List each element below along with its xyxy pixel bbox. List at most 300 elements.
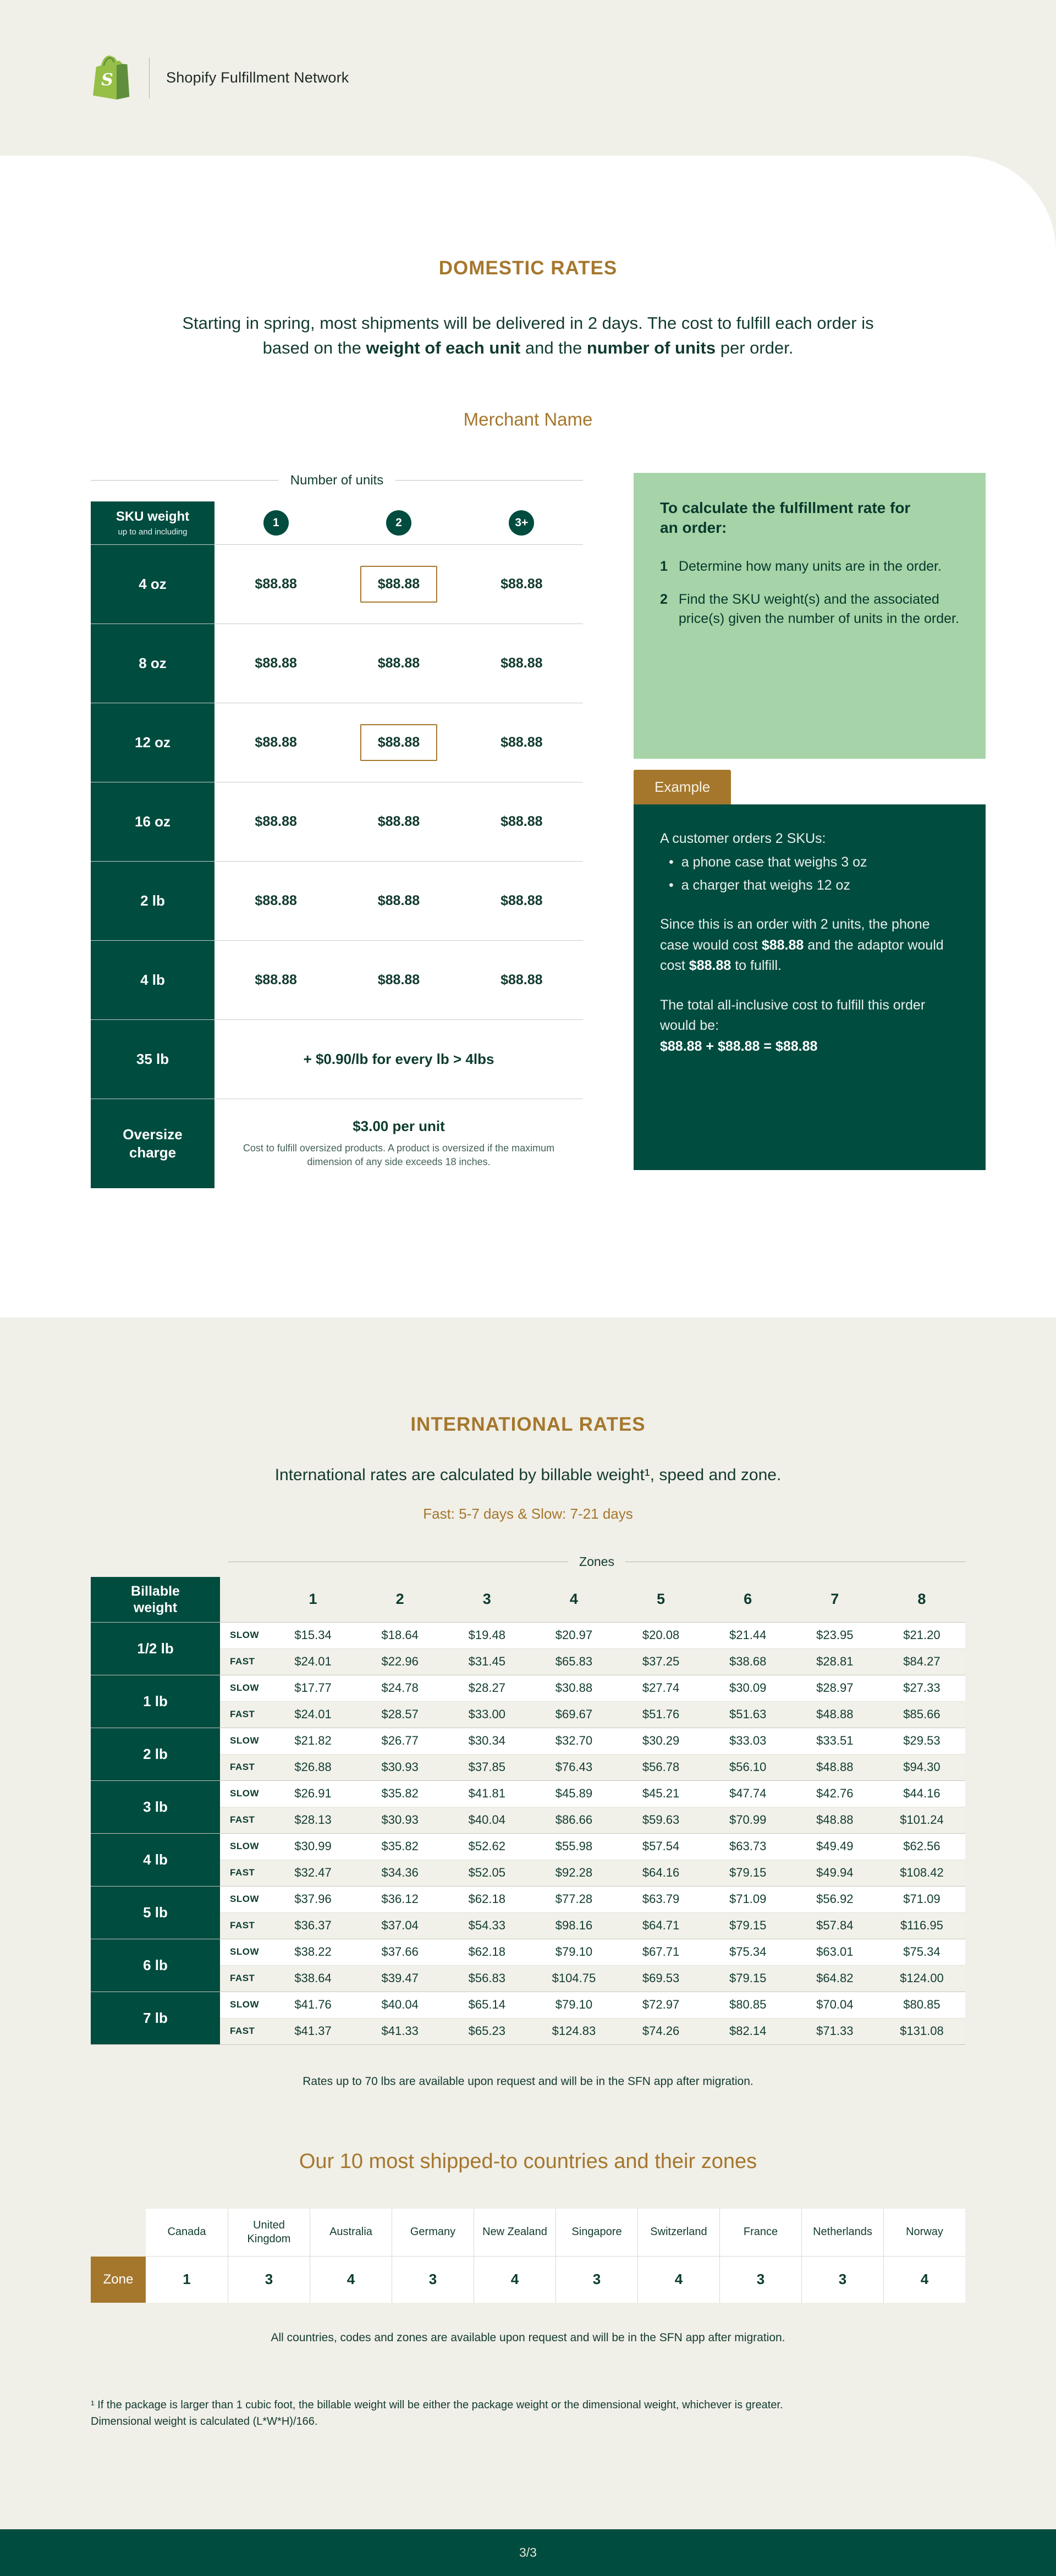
- intl-weight-group: [91, 1992, 965, 2044]
- intl-rate-cell: $38.68: [729, 1654, 767, 1669]
- countries-table: [91, 2209, 965, 2303]
- intl-rate-cell: $98.16: [555, 1918, 593, 1933]
- speed-label: SLOW: [230, 1999, 259, 2010]
- example-text: to fulfill.: [731, 958, 782, 974]
- intl-rate-cell: $63.79: [642, 1892, 680, 1906]
- intl-rate-cell: $22.96: [381, 1654, 419, 1669]
- intl-rate-cell: $35.82: [381, 1786, 419, 1801]
- footnote-line: ¹ If the package is larger than 1 cubic foot, the billable weight will be either the package weight or the dimensional weight, whichever is greater.: [91, 2398, 783, 2411]
- country-name: Canada: [146, 2209, 228, 2257]
- zone-column-header: 6: [744, 1591, 752, 1608]
- intl-rate-cell: $31.45: [468, 1654, 505, 1669]
- zones-caption: [228, 1554, 965, 1569]
- intl-rate-cell: $70.99: [729, 1813, 767, 1827]
- example-intro: A customer orders 2 SKUs:: [660, 830, 826, 846]
- example-text: Since this is an order with 2 units, the phone case would cost: [660, 917, 930, 953]
- sku-rate-row: [91, 624, 583, 703]
- intl-rate-cell: $21.82: [294, 1734, 332, 1748]
- intl-rate-cell: $41.33: [381, 2024, 419, 2038]
- intl-rate-cell: $63.01: [816, 1945, 854, 1959]
- rate-value: $88.88: [377, 972, 420, 988]
- country-name: France: [719, 2209, 801, 2257]
- intl-rate-cell: $56.10: [729, 1760, 767, 1774]
- header: [0, 0, 1056, 156]
- intl-rate-row: [220, 1965, 965, 1992]
- intl-rate-cell: $79.10: [555, 1945, 593, 1959]
- intl-weight-group: [91, 1728, 965, 1780]
- howto-panel: [634, 473, 986, 759]
- intl-rate-cell: $64.82: [816, 1971, 854, 1985]
- rate-cell: [337, 782, 460, 861]
- rate-cell: [460, 941, 583, 1019]
- intl-rate-cell: $45.21: [642, 1786, 680, 1801]
- billable-weight-label: 7 lb: [91, 1992, 220, 2044]
- billable-weight-header: Billable weight: [91, 1577, 220, 1622]
- rate-value: $88.88: [501, 576, 543, 592]
- domestic-rates-title: DOMESTIC RATES: [438, 257, 618, 279]
- intl-rate-cell: $27.33: [903, 1681, 941, 1695]
- caption-line: [395, 480, 583, 481]
- intl-rate-cell: $62.18: [468, 1945, 505, 1959]
- intl-rate-cell: $75.34: [729, 1945, 767, 1959]
- intl-rate-row: [220, 1728, 965, 1754]
- sku-rate-row: [91, 861, 583, 940]
- sku-rate-row: [91, 940, 583, 1019]
- header-divider: [149, 58, 150, 98]
- zone-column-header: 5: [657, 1591, 666, 1608]
- rate-cell: [337, 941, 460, 1019]
- step-text: Find the SKU weight(s) and the associated price(s) given the number of units in the order.: [678, 592, 959, 626]
- speed-label: SLOW: [230, 1630, 259, 1641]
- intl-weight-group: [91, 1780, 965, 1833]
- country-name: Germany: [392, 2209, 474, 2257]
- speed-label: FAST: [230, 2026, 255, 2037]
- intl-rate-cell: $30.99: [294, 1839, 332, 1854]
- international-subtitle: International rates are calculated by billable weight¹, speed and zone.: [274, 1465, 782, 1484]
- intl-rate-cell: $36.12: [381, 1892, 419, 1906]
- intl-rate-cell: $51.63: [729, 1707, 767, 1722]
- rate-value: $88.88: [501, 892, 543, 908]
- intl-rate-cell: $65.14: [468, 1998, 505, 2012]
- intro-bold-weight: weight of each unit: [366, 338, 521, 357]
- international-rates-title: INTERNATIONAL RATES: [410, 1413, 646, 1435]
- speed-label: FAST: [230, 1867, 255, 1878]
- rate-cell: [337, 703, 460, 782]
- intl-rate-cell: $77.28: [555, 1892, 593, 1906]
- intl-rate-row: [220, 2018, 965, 2044]
- speed-label: FAST: [230, 1709, 255, 1720]
- domestic-rate-rows: [91, 544, 583, 1019]
- oversize-note: Cost to fulfill oversized products. A product is oversized if the maximum dimension of any side exceeds 18 inches.: [243, 1143, 555, 1168]
- sku-weight-header: [91, 501, 215, 544]
- international-section: [0, 1317, 1056, 2529]
- intro-text: per order.: [716, 338, 794, 357]
- intl-rate-row: [220, 1992, 965, 2018]
- intl-rate-cell: $19.48: [468, 1628, 505, 1642]
- rate-cell: [215, 545, 337, 624]
- caption-line: [91, 480, 278, 481]
- merchant-name: Merchant Name: [463, 409, 593, 429]
- intl-rate-cell: $49.49: [816, 1839, 854, 1854]
- rate-cell: [460, 624, 583, 703]
- step-number: 1: [660, 558, 668, 574]
- intl-rate-cell: $85.66: [903, 1707, 941, 1722]
- speed-label: SLOW: [230, 1735, 259, 1746]
- billable-weight-label: 6 lb: [91, 1939, 220, 1992]
- intl-rate-cell: $56.92: [816, 1892, 854, 1906]
- intl-rate-cell: $124.83: [552, 2024, 596, 2038]
- intl-rate-cell: $70.04: [816, 1998, 854, 2012]
- intl-rate-cell: $42.76: [816, 1786, 854, 1801]
- speed-column-spacer: [220, 1577, 270, 1622]
- intl-rate-cell: $71.09: [903, 1892, 941, 1906]
- intl-rate-cell: $30.09: [729, 1681, 767, 1695]
- sku-rate-row: [91, 782, 583, 861]
- intl-weight-group: [91, 1939, 965, 1992]
- sku-weight-subtitle: up to and including: [118, 527, 188, 537]
- zone-column-header: 2: [395, 1591, 404, 1608]
- intl-rate-cell: $37.66: [381, 1945, 419, 1959]
- intl-rate-cell: $131.08: [900, 2024, 944, 2038]
- intl-rate-cell: $32.47: [294, 1866, 332, 1880]
- intl-rate-cell: $101.24: [900, 1813, 944, 1827]
- rate-value: $88.88: [377, 892, 420, 908]
- country-name: United Kingdom: [228, 2209, 310, 2257]
- intl-rate-cell: $26.77: [381, 1734, 419, 1748]
- sku-rate-row: [91, 703, 583, 782]
- country-zone: 1: [146, 2257, 228, 2303]
- intl-rate-row: [220, 1807, 965, 1833]
- intl-rate-cell: $45.89: [555, 1786, 593, 1801]
- intl-rate-cell: $41.81: [468, 1786, 505, 1801]
- country-zone: 3: [392, 2257, 474, 2303]
- intl-rate-cell: $80.85: [729, 1998, 767, 2012]
- surcharge-text: + $0.90/lb for every lb > 4lbs: [303, 1050, 494, 1067]
- speed-label: SLOW: [230, 1894, 259, 1905]
- intl-rate-cell: $41.76: [294, 1998, 332, 2012]
- intl-rate-cell: $29.53: [903, 1734, 941, 1748]
- intl-rate-cell: $62.18: [468, 1892, 505, 1906]
- domestic-table-header: [91, 501, 583, 544]
- country-name: Netherlands: [801, 2209, 883, 2257]
- rate-cell: [215, 782, 337, 861]
- intl-rate-cell: $33.00: [468, 1707, 505, 1722]
- unit-column-header: [215, 501, 337, 544]
- rate-value: $88.88: [255, 734, 297, 750]
- intl-rate-row: [220, 1648, 965, 1675]
- country-zone: 3: [556, 2257, 637, 2303]
- countries-note: All countries, codes and zones are available upon request and will be in the SFN app after migration.: [271, 2331, 785, 2344]
- intl-rate-cell: $23.95: [816, 1628, 854, 1642]
- intl-rate-cell: $38.22: [294, 1945, 332, 1959]
- intl-rate-cell: $37.96: [294, 1892, 332, 1906]
- billable-weight-label: 5 lb: [91, 1887, 220, 1939]
- intl-rate-cell: $40.04: [468, 1813, 505, 1827]
- intl-weight-group: [91, 1675, 965, 1728]
- rate-value: $88.88: [255, 655, 297, 671]
- intl-rate-row: [220, 1834, 965, 1860]
- intl-rate-cell: $65.23: [468, 2024, 505, 2038]
- speed-label: FAST: [230, 1656, 255, 1667]
- international-table-body: [91, 1622, 965, 2045]
- sku-weight-label: 2 lb: [91, 862, 215, 940]
- rate-value: $88.88: [255, 576, 297, 592]
- speed-label: SLOW: [230, 1841, 259, 1852]
- intl-rate-cell: $52.62: [468, 1839, 505, 1854]
- intl-rate-cell: $32.70: [555, 1734, 593, 1748]
- step-number: 2: [660, 592, 668, 608]
- intl-rate-cell: $28.27: [468, 1681, 505, 1695]
- intl-rate-cell: $82.14: [729, 2024, 767, 2038]
- domestic-layout: [0, 473, 1056, 1188]
- speed-label: SLOW: [230, 1788, 259, 1799]
- speed-note: Fast: 5-7 days & Slow: 7-21 days: [423, 1505, 633, 1522]
- intl-rate-cell: $65.83: [555, 1654, 593, 1669]
- rate-value: $88.88: [501, 813, 543, 829]
- zone-column-header: 3: [482, 1591, 491, 1608]
- speed-label: FAST: [230, 1920, 255, 1931]
- rate-cell: [337, 624, 460, 703]
- intl-rate-cell: $124.00: [900, 1971, 944, 1985]
- example-bullet: • a charger that weighs 12 oz: [669, 875, 959, 896]
- speed-label: FAST: [230, 1762, 255, 1773]
- intl-rate-cell: $49.94: [816, 1866, 854, 1880]
- rate-value: $88.88: [501, 655, 543, 671]
- intl-rate-row: [220, 1623, 965, 1648]
- country-zone: 4: [637, 2257, 719, 2303]
- sku-weight-label: 4 oz: [91, 545, 215, 624]
- intl-rate-cell: $80.85: [903, 1998, 941, 2012]
- intl-rate-row: [220, 1781, 965, 1807]
- rate-cell: [460, 545, 583, 624]
- intl-rate-cell: $79.15: [729, 1918, 767, 1933]
- rate-cell: [215, 624, 337, 703]
- intl-rate-cell: $28.97: [816, 1681, 854, 1695]
- intro-text: and the: [520, 338, 587, 357]
- intl-rate-cell: $34.36: [381, 1866, 419, 1880]
- intl-rate-cell: $24.78: [381, 1681, 419, 1695]
- rate-cell: [215, 862, 337, 940]
- rate-value: $88.88: [255, 972, 297, 988]
- intl-rate-row: [220, 1754, 965, 1780]
- zone-column-header: 7: [831, 1591, 839, 1608]
- intl-rate-cell: $20.97: [555, 1628, 593, 1642]
- intl-rate-cell: $30.34: [468, 1734, 505, 1748]
- example-price: $88.88: [689, 958, 732, 974]
- intl-rate-cell: $35.82: [381, 1839, 419, 1854]
- intl-rate-cell: $79.15: [729, 1866, 767, 1880]
- intl-rate-cell: $116.95: [900, 1918, 943, 1933]
- example-panel: [634, 804, 986, 1170]
- howto-steps: [660, 557, 959, 628]
- intl-rate-cell: $57.54: [642, 1839, 680, 1854]
- speed-label: SLOW: [230, 1683, 259, 1694]
- country-name: Australia: [310, 2209, 392, 2257]
- sku-weight-label: 35 lb: [91, 1020, 215, 1099]
- intl-rate-cell: $56.78: [642, 1760, 680, 1774]
- sku-weight-label: 16 oz: [91, 782, 215, 861]
- shopify-logo-icon: [91, 54, 133, 102]
- intl-rate-cell: $71.33: [816, 2024, 854, 2038]
- intl-rate-cell: $28.81: [816, 1654, 854, 1669]
- oversize-row: [91, 1099, 583, 1188]
- unit-column-header: [337, 501, 460, 544]
- intl-rate-row: [220, 1887, 965, 1912]
- rate-value: $88.88: [377, 655, 420, 671]
- sku-weight-title: SKU weight: [116, 509, 190, 524]
- intl-rate-cell: $39.47: [381, 1971, 419, 1985]
- unit-count-badge: 2: [386, 510, 411, 536]
- sku-weight-label: 8 oz: [91, 624, 215, 703]
- intl-rate-cell: $79.10: [555, 1998, 593, 2012]
- international-rates-table: [91, 1554, 965, 2045]
- country-zone: 4: [310, 2257, 392, 2303]
- country-name: Singapore: [556, 2209, 637, 2257]
- domestic-intro: [165, 311, 891, 361]
- international-note: Rates up to 70 lbs are available upon request and will be in the SFN app after migration.: [302, 2075, 754, 2088]
- footnote-line: Dimensional weight is calculated (L*W*H)/166.: [91, 2415, 318, 2428]
- brand: [91, 54, 349, 102]
- intl-rate-cell: $108.42: [900, 1866, 944, 1880]
- rate-value: $88.88: [501, 972, 543, 988]
- footer: [0, 2529, 1056, 2576]
- intl-rate-cell: $71.09: [729, 1892, 767, 1906]
- rate-value: $88.88: [501, 734, 543, 750]
- intl-rate-cell: $38.64: [294, 1971, 332, 1985]
- intl-rate-cell: $51.76: [642, 1707, 680, 1722]
- intl-weight-group: [91, 1622, 965, 1675]
- intl-rate-row: [220, 1912, 965, 1939]
- intl-rate-row: [220, 1860, 965, 1886]
- rate-cell: [460, 782, 583, 861]
- intl-rate-cell: $64.16: [642, 1866, 680, 1880]
- intl-rate-row: [220, 1675, 965, 1701]
- intl-rate-cell: $84.27: [903, 1654, 941, 1669]
- countries-zone-row: [91, 2257, 965, 2303]
- billable-weight-label: 3 lb: [91, 1781, 220, 1833]
- unit-columns: [215, 501, 583, 544]
- example-paragraph: [660, 914, 959, 977]
- example-total-paragraph: [660, 995, 959, 1057]
- oversize-price: $3.00 per unit: [353, 1118, 445, 1135]
- unit-count-badge: 3+: [509, 510, 534, 536]
- intl-rate-cell: $69.53: [642, 1971, 680, 1985]
- rate-value-highlighted: $88.88: [360, 724, 437, 761]
- intl-rate-cell: $20.08: [642, 1628, 680, 1642]
- zone-column-header: 4: [569, 1591, 578, 1608]
- intl-rate-cell: $30.29: [642, 1734, 680, 1748]
- example-bullet: • a phone case that weighs 3 oz: [669, 852, 959, 873]
- rate-value: $88.88: [255, 892, 297, 908]
- sku-weight-label: 12 oz: [91, 703, 215, 782]
- intl-rate-cell: $24.01: [294, 1707, 332, 1722]
- oversize-label: Oversize charge: [91, 1099, 215, 1188]
- zones-label: Zones: [579, 1554, 614, 1569]
- oversize-content: [215, 1099, 583, 1188]
- intl-rate-cell: $79.15: [729, 1971, 767, 1985]
- step-text: Determine how many units are in the order.: [678, 558, 942, 574]
- howto-step: [660, 590, 959, 628]
- intl-rate-cell: $41.37: [294, 2024, 332, 2038]
- intl-rate-cell: $36.37: [294, 1918, 332, 1933]
- rate-value: $88.88: [377, 813, 420, 829]
- rate-cell: [337, 545, 460, 624]
- country-zone: 3: [719, 2257, 801, 2303]
- sku-weight-label: 4 lb: [91, 941, 215, 1019]
- intl-weight-group: [91, 1833, 965, 1886]
- intl-rate-cell: $24.01: [294, 1654, 332, 1669]
- intl-rate-cell: $69.67: [555, 1707, 593, 1722]
- rate-cell: [215, 703, 337, 782]
- intl-rate-cell: $37.25: [642, 1654, 680, 1669]
- intl-rate-cell: $104.75: [552, 1971, 596, 1985]
- unit-count-badge: 1: [263, 510, 289, 536]
- brand-name: Shopify Fulfillment Network: [166, 69, 349, 86]
- speed-label: SLOW: [230, 1946, 259, 1957]
- side-panel: [634, 473, 986, 1188]
- countries-heading: Our 10 most shipped-to countries and their zones: [299, 2149, 757, 2173]
- svg-text:S: S: [101, 70, 113, 90]
- intl-rate-cell: $37.04: [381, 1918, 419, 1933]
- countries-corner-cell: [91, 2209, 146, 2257]
- country-zone: 3: [228, 2257, 310, 2303]
- example-text: The total all-inclusive cost to fulfill this order would be:: [660, 997, 926, 1034]
- zone-column-header: 1: [309, 1591, 317, 1608]
- intl-rate-cell: $94.30: [903, 1760, 941, 1774]
- intl-rate-cell: $74.26: [642, 2024, 680, 2038]
- intl-rate-cell: $21.20: [903, 1628, 941, 1642]
- intro-text: Starting in spring, most shipments will be delivered in 2 days. The cost to fulfill each order is based on the: [182, 313, 874, 357]
- intl-rate-cell: $48.88: [816, 1707, 854, 1722]
- footnote: [91, 2397, 965, 2430]
- page-number: 3/3: [519, 2545, 537, 2560]
- rate-value-highlighted: $88.88: [360, 566, 437, 603]
- zone-row-label: Zone: [91, 2257, 146, 2303]
- rate-cell: [337, 862, 460, 940]
- intl-rate-row: [220, 1701, 965, 1728]
- intl-rate-cell: $57.84: [816, 1918, 854, 1933]
- intl-rate-cell: $40.04: [381, 1998, 419, 2012]
- sku-rate-row: [91, 544, 583, 624]
- intl-rate-cell: $48.88: [816, 1760, 854, 1774]
- intl-rate-cell: $76.43: [555, 1760, 593, 1774]
- country-name: Switzerland: [637, 2209, 719, 2257]
- unit-column-header: [460, 501, 583, 544]
- billable-weight-label: 1 lb: [91, 1675, 220, 1728]
- intl-rate-row: [220, 1939, 965, 1965]
- intro-bold-units: number of units: [586, 338, 716, 357]
- domestic-card: [0, 156, 1056, 1317]
- billable-weight-label: 1/2 lb: [91, 1623, 220, 1675]
- country-name: New Zealand: [474, 2209, 556, 2257]
- example-bullets: [660, 852, 959, 896]
- intl-rate-cell: $59.63: [642, 1813, 680, 1827]
- intl-rate-cell: $33.51: [816, 1734, 854, 1748]
- speed-label: FAST: [230, 1973, 255, 1984]
- intl-rate-cell: $18.64: [381, 1628, 419, 1642]
- countries-header-row: [91, 2209, 965, 2257]
- intl-rate-cell: $26.91: [294, 1786, 332, 1801]
- rate-cell: [215, 941, 337, 1019]
- intl-rate-cell: $15.34: [294, 1628, 332, 1642]
- intl-rate-cell: $33.03: [729, 1734, 767, 1748]
- intl-rate-cell: $75.34: [903, 1945, 941, 1959]
- rate-value: $88.88: [255, 813, 297, 829]
- speed-label: FAST: [230, 1814, 255, 1825]
- country-zone: 3: [801, 2257, 883, 2303]
- intl-rate-cell: $62.56: [903, 1839, 941, 1854]
- intl-rate-cell: $92.28: [555, 1866, 593, 1880]
